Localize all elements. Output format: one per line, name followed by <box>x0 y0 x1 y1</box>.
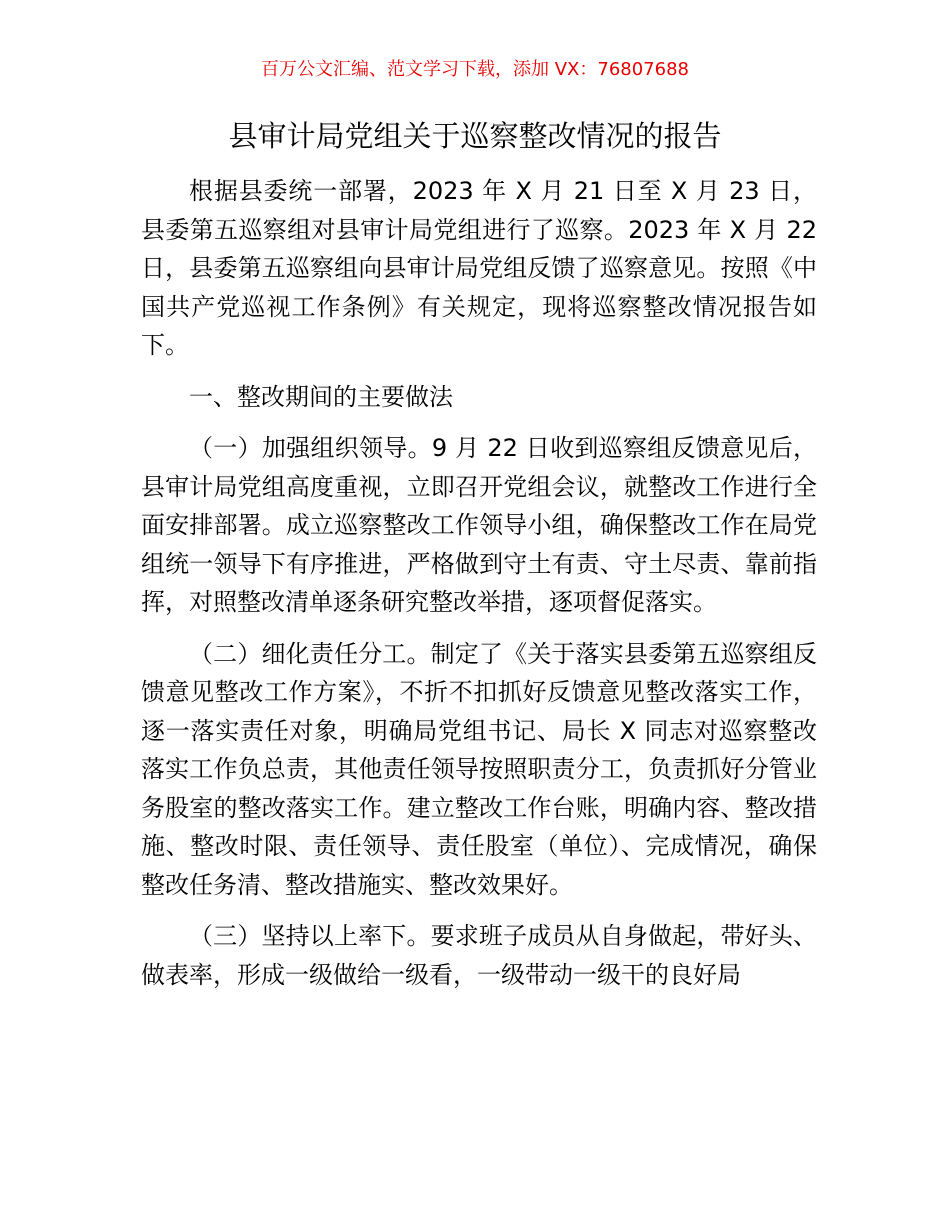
header-banner: 百万公文汇编、范文学习下载，添加 VX：76807688 <box>261 59 689 80</box>
document-title: 县审计局党组关于巡察整改情况的报告 <box>228 119 722 153</box>
paragraph-lead-by-example: （三）坚持以上率下。要求班子成员从自身做起，带好头、做表率，形成一级做给一级看，一级带动一级干的良好局 <box>141 922 817 989</box>
paragraph-intro: 根据县委统一部署，2023 年 X 月 21 日至 X 月 23 日，县委第五巡察组对县审计局党组进行了巡察。2023 年 X 月 22 日，县委第五巡察组向县审计局党组反馈了巡察意见。按照《中国共产党巡视工作条例》有关规定，现将巡察整改情况报告如下。 <box>141 177 817 359</box>
paragraph-responsibility-division: （二）细化责任分工。制定了《关于落实县委第五巡察组反馈意见整改工作方案》，不折不扣抓好反馈意见整改落实工作，逐一落实责任对象，明确局党组书记、局长 X 同志对巡察整改落实工作负总责，其他责任领导按照职责分工，负责抓好分管业务股室的整改落实工作。建立整改工作台账，明确内容、整改措施、整改时限、责任领导、责任股室（单位）、完成情况，确保整改任务清、整改措施实、整改效果好。 <box>141 639 817 899</box>
document-body <box>141 172 817 994</box>
section-heading-1: 一、整改期间的主要做法 <box>189 382 453 411</box>
paragraph-organization-leadership: （一）加强组织领导。9 月 22 日收到巡察组反馈意见后，县审计局党组高度重视，立即召开党组会议，就整改工作进行全面安排部署。成立巡察整改工作领导小组，确保整改工作在局党组统一领导下有序推进，严格做到守土有责、守土尽责、靠前指挥，对照整改清单逐条研究整改举措，逐项督促落实。 <box>141 434 817 616</box>
